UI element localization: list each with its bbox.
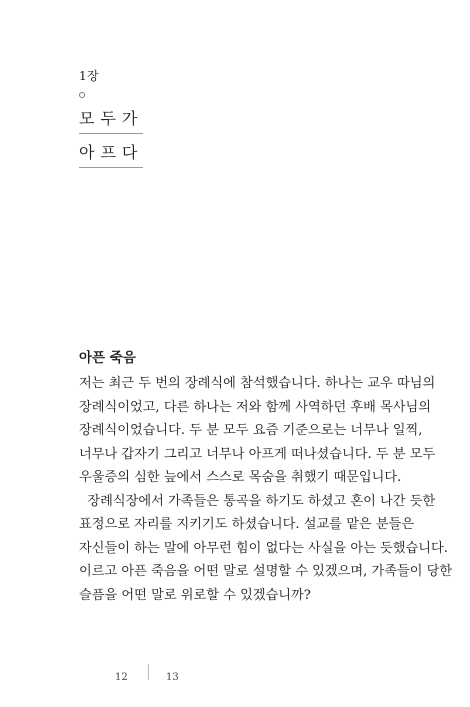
body-line: 자신들이 하는 말에 아무런 힘이 없다는 사실을 아는 듯했습니다. [79, 540, 448, 556]
chapter-label: 1장 [79, 69, 100, 83]
page-number-right: 13 [166, 672, 179, 683]
section-heading: 아픈 죽음 [79, 350, 136, 366]
body-line: 표정으로 자리를 지키기도 하셨습니다. 설교를 맡은 분들은 [79, 517, 415, 532]
body-text [79, 372, 453, 607]
body-line: 슬픔을 어떤 말로 위로할 수 있겠습니까? [79, 587, 311, 603]
page-number-left: 12 [115, 672, 128, 683]
page-number-divider [148, 664, 149, 680]
body-line: 장례식이었습니다. 두 분 모두 요즘 기준으로는 너무나 일찍, [79, 423, 423, 438]
body-line: 장례식이었고, 다른 하나는 저와 함께 사역하던 후배 목사님의 [79, 399, 432, 415]
chapter-title-line-1: 모두가 [79, 106, 143, 134]
chapter-circle-ornament [79, 92, 85, 98]
body-line: 이르고 아픈 죽음을 어떤 말로 설명할 수 있겠으며, 가족들이 당한 [79, 564, 453, 579]
chapter-title-line-2: 아프다 [79, 140, 143, 168]
body-line: 너무나 갑자기 그리고 너무나 아프게 떠나셨습니다. 두 분 모두 [79, 446, 436, 462]
body-line: 우울증의 심한 늪에서 스스로 목숨을 취했기 때문입니다. [79, 470, 402, 485]
body-line: 저는 최근 두 번의 장례식에 참석했습니다. 하나는 교우 따님의 [79, 376, 436, 391]
body-line: 장례식장에서 가족들은 통곡을 하기도 하셨고 혼이 나간 듯한 [79, 493, 436, 509]
